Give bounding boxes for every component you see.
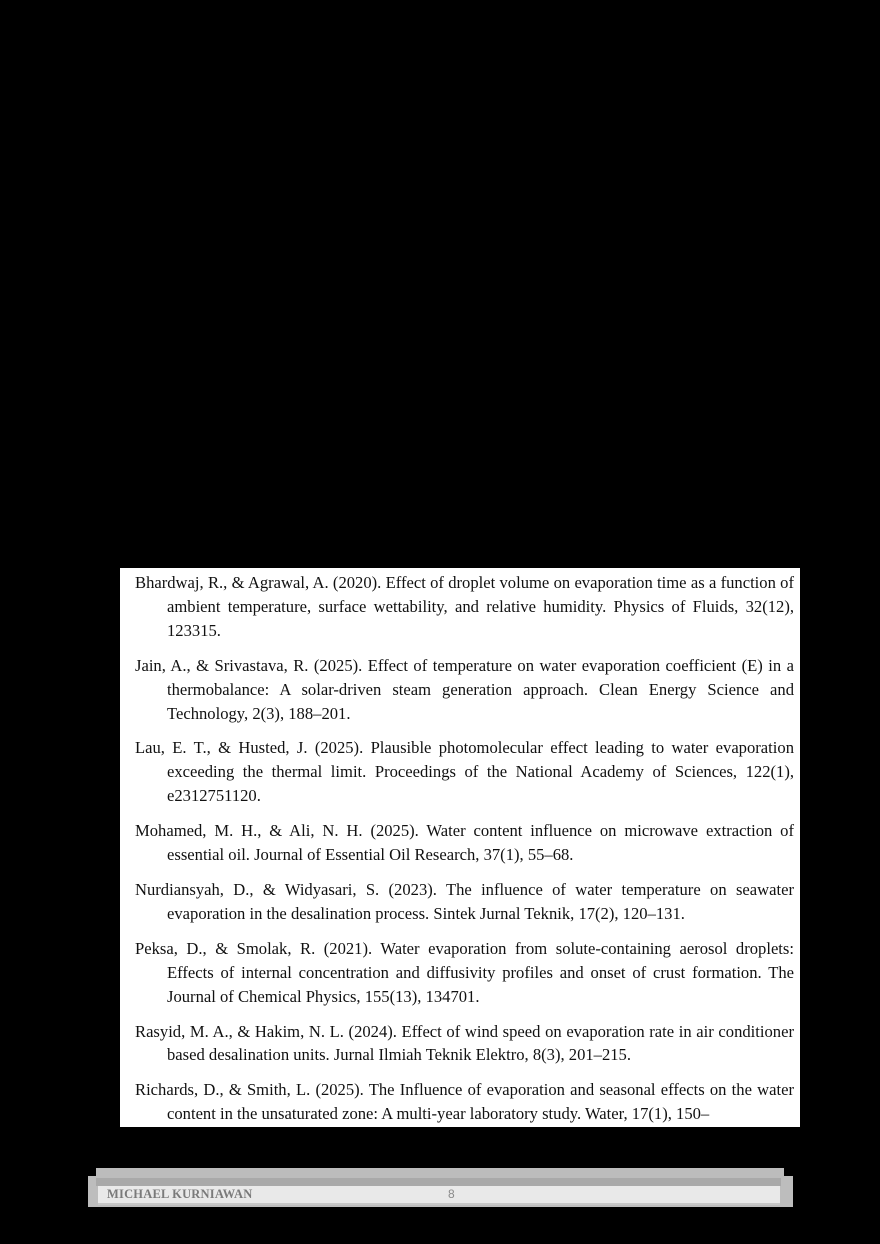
reference-item: Lau, E. T., & Husted, J. (2025). Plausible photomolecular effect leading to water evaporation exceeding the thermal limit. Proceedings of the National Academy of Sciences, 122(1), e2312751120. [135,738,794,806]
page-footer [98,1186,780,1205]
reference-list [135,571,794,1127]
reference-item: Peksa, D., & Smolak, R. (2021). Water evaporation from solute-containing aerosol droplets: Effects of internal concentration and diffusivity profiles and onset of crust formation. The Journal of Chemical Physics, 155(13), 134701. [135,938,794,1006]
reference-item: Mohamed, M. H., & Ali, N. H. (2025). Water content influence on microwave extraction of essential oil. Journal of Essential Oil Research, 37(1), 55–68. [135,821,794,865]
reference-item: Rasyid, M. A., & Hakim, N. L. (2024). Effect of wind speed on evaporation rate in air conditioner based desalination units. Jurnal Ilmiah Teknik Elektro, 8(3), 201–215. [135,1021,794,1065]
page-number: 8 [448,1187,455,1201]
reference-item: Jain, A., & Srivastava, R. (2025). Effect of temperature on water evaporation coefficient (E) in a thermobalance: A solar-driven steam generation approach. Clean Energy Science and Technology, 2(3), 188–201. [135,655,794,723]
reference-item: Nurdiansyah, D., & Widyasari, S. (2023). The influence of water temperature on seawater evaporation in the desalination process. Sintek Jurnal Teknik, 17(2), 120–131. [135,879,794,923]
footer-author: MICHAEL KURNIAWAN [107,1187,253,1201]
footer-divider-band [96,1178,781,1186]
reference-item: Bhardwaj, R., & Agrawal, A. (2020). Effect of droplet volume on evaporation time as a function of ambient temperature, surface wettability, and relative humidity. Physics of Fluids, 32(12), 123315. [135,573,794,640]
document-page [120,568,800,1127]
reference-item: Richards, D., & Smith, L. (2025). The Influence of evaporation and seasonal effects on the water content in the unsaturated zone: A multi-year laboratory study. Water, 17(1), 150– [135,1080,794,1124]
